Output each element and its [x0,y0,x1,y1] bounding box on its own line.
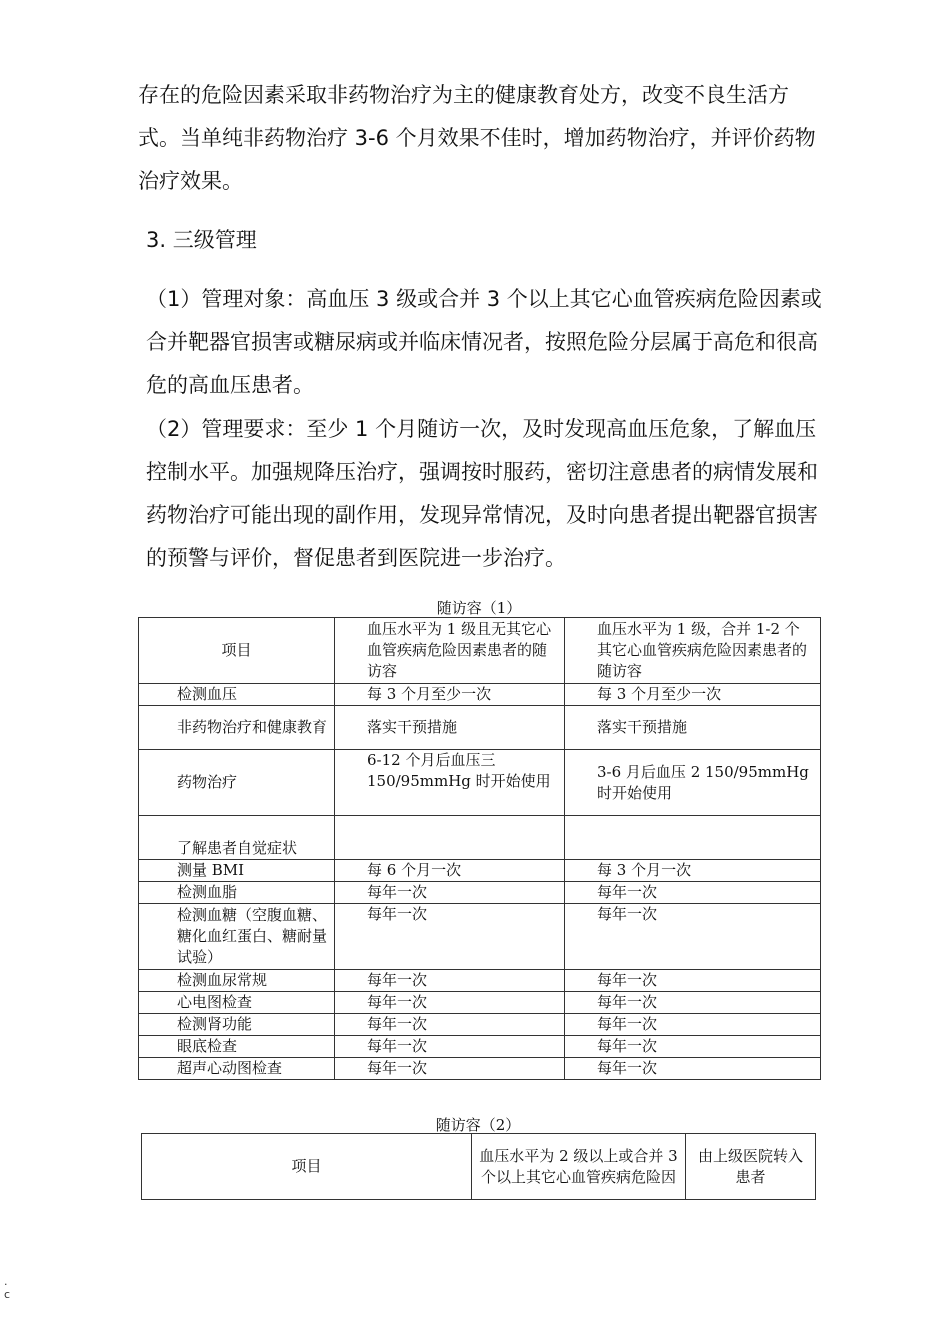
row-value [565,816,821,860]
header-cell: 血压水平为 1 级且无其它心血管疾病危险因素患者的随访容 [335,618,565,684]
row-value: 每年一次 [335,1058,565,1080]
row-value: 3-6 月后血压 2 150/95mmHg 时开始使用 [565,750,821,816]
row-value: 每年一次 [565,1014,821,1036]
row-value: 每 3 个月一次 [565,860,821,882]
row-value: 每年一次 [565,970,821,992]
row-label: 眼底检查 [139,1036,335,1058]
header-cell: 由上级医院转入患者 [686,1134,816,1200]
paragraph-management-requirement: （2）管理要求：至少 1 个月随访一次，及时发现高血压危象，了解血压控制水平。加强规降压治疗，强调按时服药，密切注意患者的病情发展和药物治疗可能出现的副作用，发现异常情况，及时向患者提出靶器官损害的预警与评价，督促患者到医院进一步治疗。 [146,417,818,570]
table-row [139,1036,821,1058]
row-value: 每年一次 [335,904,565,970]
footer-dot: . [4,1275,8,1288]
row-value: 每年一次 [335,882,565,904]
table-row [139,1014,821,1036]
row-label: 测量 BMI [139,860,335,882]
row-value: 6-12 个月后血压三 150/95mmHg 时开始使用 [335,750,565,816]
row-value: 每 3 个月至少一次 [335,684,565,706]
header-cell: 血压水平为 1 级，合并 1-2 个其它心血管疾病危险因素患者的随访容 [565,618,821,684]
row-value: 每年一次 [335,1036,565,1058]
table-header-row [139,618,821,684]
row-label: 心电图检查 [139,992,335,1014]
table1-caption: 随访容（1） [436,599,522,617]
table-row [139,882,821,904]
row-value [335,816,565,860]
row-value: 每 3 个月至少一次 [565,684,821,706]
footer-mark: c [4,1288,11,1301]
row-value: 每年一次 [335,970,565,992]
row-label: 药物治疗 [139,750,335,816]
header-cell: 血压水平为 2 级以上或合并 3 个以上其它心血管疾病危险因 [472,1134,686,1200]
row-label: 检测肾功能 [139,1014,335,1036]
table-row [139,860,821,882]
row-value: 每年一次 [335,992,565,1014]
table-row [139,904,821,970]
table-row [139,684,821,706]
section-heading-level3: 3. 三级管理 [146,228,257,252]
row-value: 每年一次 [565,1058,821,1080]
table-header-row [142,1134,816,1200]
row-label: 超声心动图检查 [139,1058,335,1080]
table-row [139,706,821,750]
row-label: 检测血糖（空腹血糖、糖化血红蛋白、糖耐量试验） [139,904,335,970]
paragraph-management-target: （1）管理对象：高血压 3 级或合并 3 个以上其它心血管疾病危险因素或合并靶器官损害或糖尿病或并临床情况者，按照危险分层属于高危和很高危的高血压患者。 [146,287,822,397]
followup-table-1 [138,617,821,1080]
row-value: 每年一次 [335,1014,565,1036]
header-cell: 项目 [142,1134,472,1200]
table-row [139,970,821,992]
row-value: 落实干预措施 [335,706,565,750]
table2-caption: 随访容（2） [435,1116,521,1134]
row-value: 每 6 个月一次 [335,860,565,882]
row-value: 落实干预措施 [565,706,821,750]
table-row [139,1058,821,1080]
table-row [139,816,821,860]
row-value: 每年一次 [565,992,821,1014]
row-label: 检测血压 [139,684,335,706]
row-value: 每年一次 [565,904,821,970]
row-label: 了解患者自觉症状 [139,816,335,860]
row-label: 检测血脂 [139,882,335,904]
table-row [139,992,821,1014]
followup-table-2 [141,1133,816,1200]
row-label: 非药物治疗和健康教育 [139,706,335,750]
paragraph-lifestyle: 存在的危险因素采取非药物治疗为主的健康教育处方，改变不良生活方式。当单纯非药物治疗 3-6 个月效果不佳时，增加药物治疗，并评价药物治疗效果。 [138,83,816,193]
row-value: 每年一次 [565,1036,821,1058]
header-cell: 项目 [139,618,335,684]
table-row [139,750,821,816]
row-label: 检测血尿常规 [139,970,335,992]
row-value: 每年一次 [565,882,821,904]
